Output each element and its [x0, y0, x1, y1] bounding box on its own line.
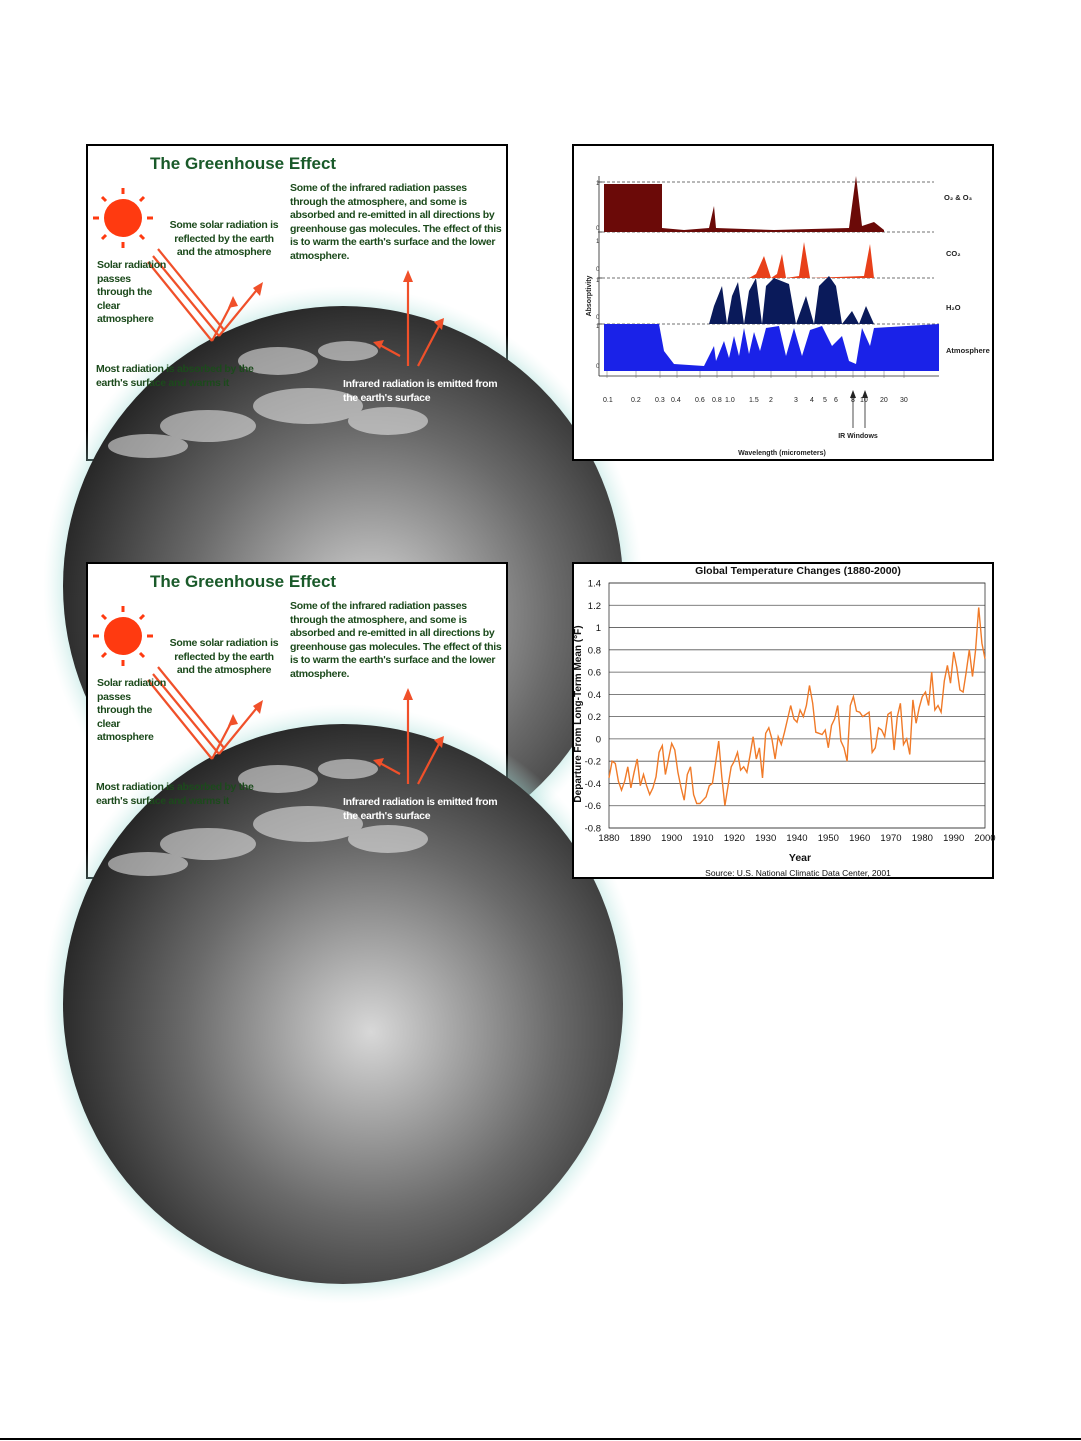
greenhouse-slide-1 [86, 144, 508, 461]
sun-icon [93, 188, 153, 248]
y-axis-label: Absorptivity [586, 275, 593, 317]
tick-label: 1.5 [749, 397, 759, 404]
panel-label-o2-o3: O₂ & O₃ [944, 193, 973, 202]
panel-label-co2: CO₂ [946, 249, 961, 258]
tick-label: 0.8 [712, 397, 722, 404]
source-note: Source: U.S. National Climatic Data Center, 2001 [705, 868, 891, 878]
x-tick-label: 1970 [880, 833, 902, 844]
absorbed-label: Most radiation is absorbed by the earth's surface and warms it [96, 363, 254, 389]
x-tick-label: 1910 [692, 833, 714, 844]
atmosphere-absorption [604, 324, 939, 371]
y-tick-label: 0.2 [587, 712, 601, 724]
y-tick-label: 0.4 [587, 689, 601, 701]
tick-label: 0.1 [603, 397, 613, 404]
solar-passes-label: Solar radiation passes through the clear atmosphere [97, 677, 167, 743]
x-tick-label: 1960 [849, 833, 871, 844]
tick-label: 0.3 [655, 397, 665, 404]
solar-passes-label: Solar radiation passes through the clear atmosphere [97, 259, 167, 325]
temperature-slide [572, 562, 994, 879]
panel-one-label: 1 [596, 181, 600, 187]
panel-one-label: 1 [596, 278, 600, 284]
x-tick-labels [598, 833, 995, 844]
greenhouse-slide-2 [86, 562, 508, 879]
y-tick-label: 0 [595, 734, 601, 746]
absorbed-label: Most radiation is absorbed by the earth's surface and warms it [96, 781, 254, 807]
infrared-passes-label: Some of the infrared radiation passes through the atmosphere, and some is absorbed and re-emitted in all directions by greenhouse gas molecules. The effect of this is to warm the earth's surface and the lower atmosphere. [290, 600, 502, 680]
y-tick-label: 1 [595, 623, 601, 635]
y-tick-label: 1.2 [587, 600, 601, 612]
tick-label: 0.6 [695, 397, 705, 404]
y-tick-label: 0.6 [587, 667, 601, 679]
tick-label: 8 [851, 397, 855, 404]
y-tick-labels [585, 579, 601, 835]
co2-absorption [749, 242, 874, 278]
o2-o3-absorption [604, 176, 884, 232]
tick-label: 1.0 [725, 397, 735, 404]
x-axis-label: Year [788, 852, 812, 864]
tick-label: 30 [900, 397, 908, 404]
tick-label: 5 [823, 397, 827, 404]
x-tick-label: 1930 [755, 833, 777, 844]
h2o-absorption [709, 276, 874, 324]
y-tick-label: -0.2 [584, 756, 601, 768]
greenhouse-diagram [88, 564, 506, 877]
x-tick-label: 1880 [598, 833, 620, 844]
tick-label: 4 [810, 397, 814, 404]
x-tick-label: 1950 [817, 833, 839, 844]
page-bottom-rule [0, 1438, 1081, 1440]
tick-label: 0.4 [671, 397, 681, 404]
greenhouse-diagram [88, 146, 506, 459]
x-tick-label: 1920 [723, 833, 745, 844]
absorptivity-slide [572, 144, 994, 461]
emitted-label: Infrared radiation is emitted from the earth's surface [343, 378, 498, 404]
x-tick-label: 1990 [943, 833, 965, 844]
y-tick-label: -0.4 [584, 778, 601, 790]
y-tick-label: 1.4 [587, 578, 601, 590]
tick-lines [607, 371, 904, 378]
y-tick-label: 0.8 [587, 645, 601, 657]
panel-one-label: 1 [596, 324, 600, 330]
x-tick-label: 1890 [629, 833, 651, 844]
slide-title: The Greenhouse Effect [150, 154, 337, 173]
absorptivity-chart [574, 146, 992, 459]
y-axis-label: Departure From Long-Term Mean (°F) [573, 625, 584, 803]
tick-label: 10 [860, 397, 868, 404]
temperature-chart [573, 564, 996, 878]
tick-label: 20 [880, 397, 888, 404]
infrared-passes-label: Some of the infrared radiation passes through the atmosphere, and some is absorbed and re-emitted in all directions by greenhouse gas molecules. The effect of this is to warm the earth's surface and the lower atmosphere. [290, 182, 502, 262]
x-tick-label: 1900 [661, 833, 683, 844]
panel-names [944, 193, 990, 355]
panel-one-label: 1 [596, 239, 600, 245]
panel-scale-labels [596, 181, 600, 370]
slide-title: The Greenhouse Effect [150, 572, 337, 591]
panel-label-atmosphere: Atmosphere [946, 346, 990, 355]
y-tick-label: -0.8 [584, 823, 601, 835]
tick-label: 0.2 [631, 397, 641, 404]
panel-zero-label: 0 [596, 226, 600, 232]
panel-zero-label: 0 [596, 267, 600, 273]
tick-label: 3 [794, 397, 798, 404]
chart-title: Global Temperature Changes (1880-2000) [695, 565, 901, 577]
x-tick-label: 2000 [974, 833, 996, 844]
x-axis-label: Wavelength (micrometers) [738, 450, 826, 457]
tick-labels [603, 397, 908, 404]
y-tick-label: -0.6 [584, 801, 601, 813]
x-tick-label: 1980 [911, 833, 933, 844]
panel-label-h2o: H₂O [946, 303, 961, 312]
panel-zero-label: 0 [596, 315, 600, 321]
ir-windows-label: IR Windows [838, 433, 878, 440]
emitted-label: Infrared radiation is emitted from the earth's surface [343, 796, 498, 822]
tick-label: 2 [769, 397, 773, 404]
reflected-radiation-label: Some solar radiation is reflected by the earth and the atmosphere [169, 219, 279, 258]
temperature-series-line [609, 608, 985, 806]
tick-label: 6 [834, 397, 838, 404]
panel-zero-label: 0 [596, 364, 600, 370]
sun-icon [93, 606, 153, 666]
x-tick-label: 1940 [786, 833, 808, 844]
reflected-radiation-label: Some solar radiation is reflected by the earth and the atmosphere [169, 637, 279, 676]
